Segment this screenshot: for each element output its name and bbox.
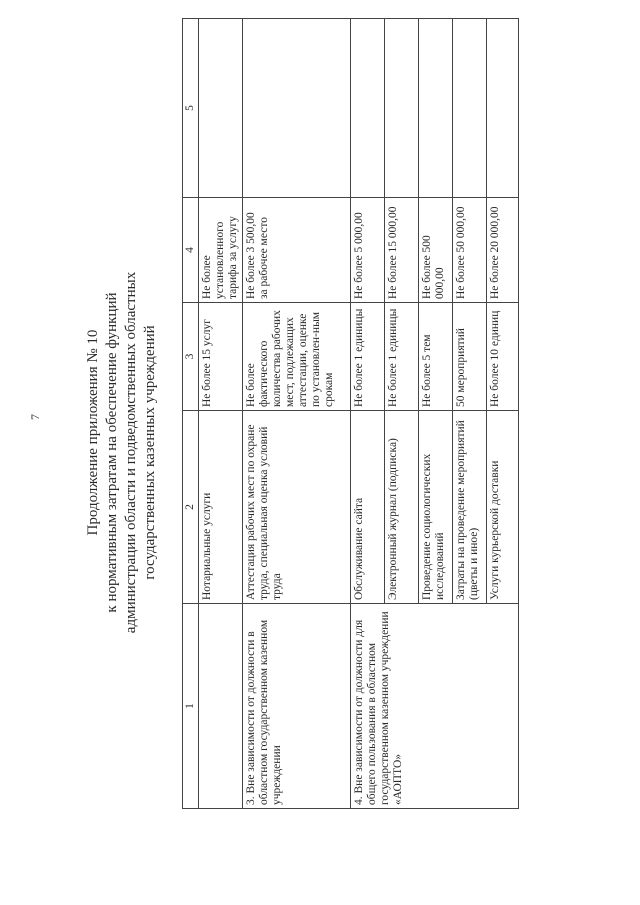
page-number: 7: [28, 414, 42, 420]
column-number: 3: [183, 303, 199, 411]
table-row: [199, 19, 243, 809]
quantity-cell: Не более 1 единицы: [351, 303, 385, 411]
column-number: 1: [183, 604, 199, 809]
service-cell: Проведение социологических исследований: [419, 411, 453, 604]
column-number: 5: [183, 19, 199, 198]
header-row: [183, 19, 199, 809]
document-header: [84, 0, 160, 905]
service-cell: Затраты на проведение мероприятий (цветы и иное): [453, 411, 487, 604]
note-cell: [351, 19, 385, 198]
quantity-cell: 50 мероприятий: [453, 303, 487, 411]
price-cell: Не более 20 000,00: [487, 198, 519, 303]
quantity-cell: Не более 10 единиц: [487, 303, 519, 411]
quantity-cell: Не более 15 услуг: [199, 303, 243, 411]
service-cell: Аттестация рабочих мест по охране труда, специальная оценка условий труда: [243, 411, 351, 604]
column-number: 2: [183, 411, 199, 604]
cost-table: [182, 18, 519, 809]
note-cell: [453, 19, 487, 198]
table-row: [351, 19, 385, 809]
header-line-2: к нормативным затратам на обеспечение функций: [104, 292, 120, 613]
section-cell: 3. Вне зависимости от должности в областном государственном казенном учреждении: [243, 604, 351, 809]
price-cell: Не более 500 000,00: [419, 198, 453, 303]
service-cell: Услуги курьерской доставки: [487, 411, 519, 604]
section-cell: 4. Вне зависимости от должности для общего пользования в областном государственном казенном учреждении «АОПТО»: [351, 604, 519, 809]
price-cell: Не более 3 500,00 за рабочее место: [243, 198, 351, 303]
service-cell: Обслуживание сайта: [351, 411, 385, 604]
note-cell: [385, 19, 419, 198]
note-cell: [419, 19, 453, 198]
header-line-3: администрации области и подведомственных областных: [123, 271, 139, 634]
note-cell: [199, 19, 243, 198]
quantity-cell: Не более фактического количества рабочих мест, подлежащих аттестации, оценке по установлен-ным срокам: [243, 303, 351, 411]
note-cell: [243, 19, 351, 198]
header-line-1: Продолжение приложения № 10: [85, 329, 101, 536]
quantity-cell: Не более 1 единицы: [385, 303, 419, 411]
column-number: 4: [183, 198, 199, 303]
quantity-cell: Не более 5 тем: [419, 303, 453, 411]
section-cell: [199, 604, 243, 809]
price-cell: Не более установленного тарифа за услугу: [199, 198, 243, 303]
service-cell: Электронный журнал (подписка): [385, 411, 419, 604]
price-cell: Не более 15 000,00: [385, 198, 419, 303]
service-cell: Нотариальные услуги: [199, 411, 243, 604]
header-line-4: государственных казенных учреждений: [142, 325, 158, 580]
price-cell: Не более 5 000,00: [351, 198, 385, 303]
note-cell: [487, 19, 519, 198]
table-row: [243, 19, 351, 809]
price-cell: Не более 50 000,00: [453, 198, 487, 303]
